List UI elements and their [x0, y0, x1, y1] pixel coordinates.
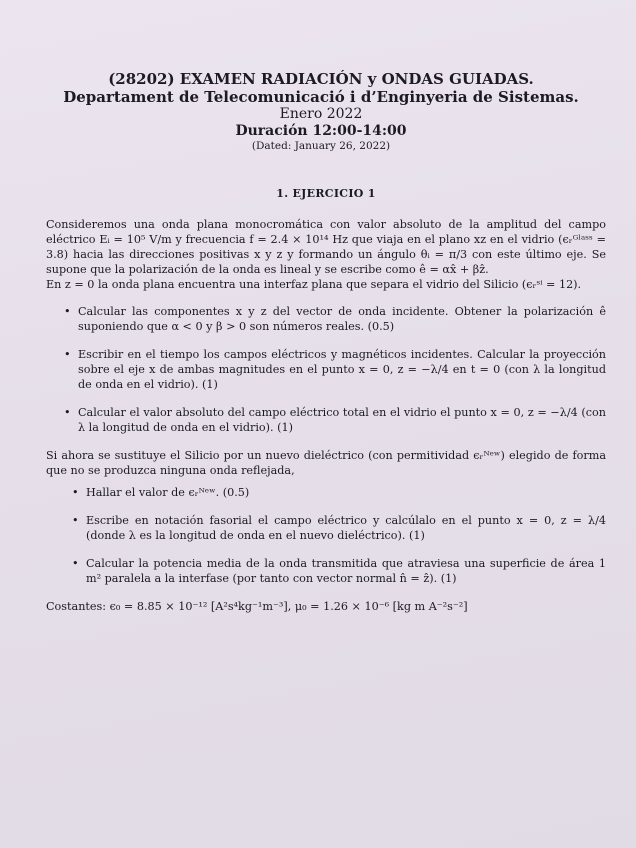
- question-list-2: [46, 485, 606, 586]
- exam-date: Enero 2022: [279, 106, 363, 122]
- new-dielectric-statement: Si ahora se sustituye el Silicio por un nuevo dieléctrico (con permitividad ϵᵣᴺᵉʷ) elegido de forma que no se produzca ninguna onda reflejada,: [46, 449, 606, 477]
- bullet-icon: •: [64, 305, 71, 318]
- question-text: Escribe en notación fasorial el campo eléctrico y calcúlalo en el punto x = 0, z = λ/4 (donde λ es la longitud de onda en el nuevo dieléctrico). (1): [86, 514, 606, 542]
- bullet-icon: •: [64, 406, 71, 419]
- exam-header: [36, 70, 606, 153]
- interface-statement: En z = 0 la onda plana encuentra una interfaz plana que separa el vidrio del Silicio (ϵᵣˢⁱ = 12).: [46, 278, 582, 291]
- problem-statement: Consideremos una onda plana monocromática con valor absoluto de la amplitud del campo eléctrico Eᵢ = 10⁵ V/m y frecuencia f = 2.4 × 10¹⁴ Hz que viaja en el plano xz en el vidrio (ϵᵣᴳˡᵃˢˢ = 3.8) hacia las direcciones positivas x y z y formando un ángulo θᵢ = π/3 con este último eje. Se supone que la polarización de la onda es lineal y se escribe como ê = αx̂ + βẑ.: [46, 218, 606, 276]
- question-text: Hallar el valor de ϵᵣᴺᵉʷ. (0.5): [86, 486, 250, 499]
- list-item: [72, 513, 606, 543]
- bullet-icon: •: [72, 557, 79, 570]
- section-title: 1. EJERCICIO 1: [276, 187, 376, 200]
- bullet-icon: •: [64, 348, 71, 361]
- question-list-1: [46, 304, 606, 435]
- question-text: Calcular el valor absoluto del campo eléctrico total en el vidrio el punto x = 0, z = −λ/4 (con λ la longitud de onda en el vidrio). (1): [78, 406, 606, 434]
- question-text: Calcular la potencia media de la onda transmitida que atraviesa una superficie de área 1 m² paralela a la interfase (por tanto con vector normal n̂ = ẑ). (1): [86, 557, 606, 585]
- list-item: [72, 556, 606, 586]
- bullet-icon: •: [72, 514, 79, 527]
- department-name: Departament de Telecomunicació i d’Enginyeria de Sistemas.: [63, 88, 579, 106]
- list-item: [72, 485, 606, 500]
- question-text: Escribir en el tiempo los campos eléctricos y magnéticos incidentes. Calcular la proyección sobre el eje x de ambas magnitudes en el punto x = 0, z = −λ/4 en t = 0 (con λ la longitud de onda en el vidrio). (1): [78, 348, 606, 391]
- dated-line: (Dated: January 26, 2022): [251, 140, 391, 152]
- list-item: [64, 347, 606, 392]
- exam-duration: Duración 12:00-14:00: [235, 123, 407, 139]
- exam-title: (28202) EXAMEN RADIACIÓN y ONDAS GUIADAS.: [108, 70, 534, 88]
- list-item: [64, 304, 606, 334]
- constants-line: Costantes: ϵ₀ = 8.85 × 10⁻¹² [A²s⁴kg⁻¹m⁻³], μ₀ = 1.26 × 10⁻⁶ [kg m A⁻²s⁻²]: [46, 600, 468, 613]
- bullet-icon: •: [72, 486, 79, 499]
- question-text: Calcular las componentes x y z del vector de onda incidente. Obtener la polarización ê suponiendo que α < 0 y β > 0 son números reales. (0.5): [78, 305, 606, 333]
- list-item: [64, 405, 606, 435]
